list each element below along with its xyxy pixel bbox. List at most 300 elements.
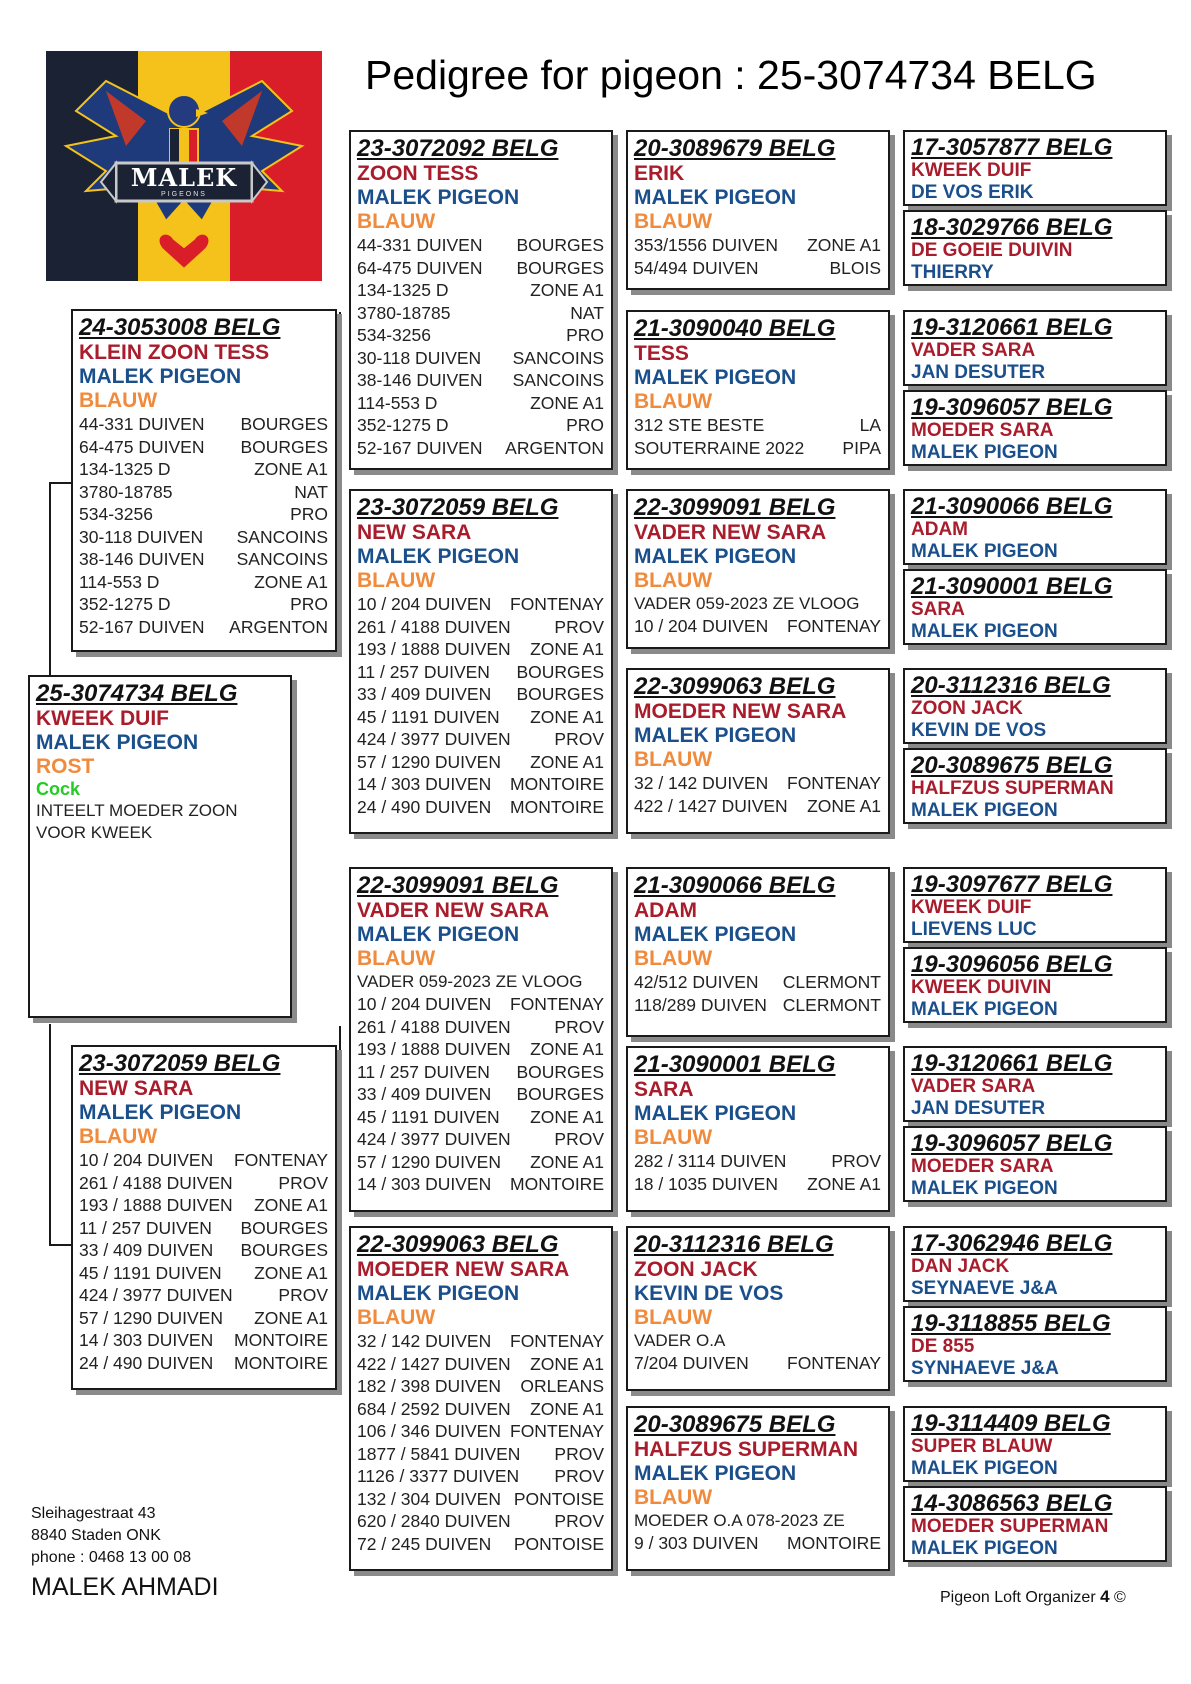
connector-line xyxy=(616,578,618,760)
owner: MALEK PIGEON xyxy=(911,800,1058,821)
result-row xyxy=(357,1510,606,1533)
mother-card xyxy=(71,1045,337,1390)
result-race: ZONE A1 xyxy=(530,1151,604,1172)
result-race: PROV xyxy=(831,1151,881,1171)
note-line: VOOR KWEEK xyxy=(36,823,153,842)
result-placing: 10 / 204 DUIVEN xyxy=(357,994,492,1014)
result-row xyxy=(79,526,330,549)
ancestor-card xyxy=(903,569,1167,645)
result-placing: 132 / 304 DUIVEN xyxy=(357,1488,501,1509)
result-row xyxy=(79,413,330,436)
father-mother-card xyxy=(349,489,613,834)
result-race: ORLEANS xyxy=(520,1376,604,1396)
result-race: MONTOIRE xyxy=(510,774,604,794)
ring-number: 21-3090040 BELG xyxy=(634,315,836,342)
ring-number: 19-3118855 BELG xyxy=(911,1310,1111,1337)
result-placing: 57 / 1290 DUIVEN xyxy=(357,751,501,772)
result-placing: 14 / 303 DUIVEN xyxy=(357,774,492,794)
result-placing: 64-475 DUIVEN xyxy=(79,436,205,457)
result-race: SANCOINS xyxy=(236,549,328,569)
ring-number: 22-3099091 BELG xyxy=(634,494,836,521)
result-placing: 114-553 D xyxy=(79,571,160,592)
owner: MALEK PIGEON xyxy=(634,366,797,389)
result-placing: 534-3256 xyxy=(79,504,153,524)
result-race: BOURGES xyxy=(516,684,604,704)
address-line: 8840 Staden ONK xyxy=(31,1527,161,1544)
result-row xyxy=(357,1465,606,1488)
result-placing: 24 / 490 DUIVEN xyxy=(357,796,492,817)
result-placing: 14 / 303 DUIVEN xyxy=(357,1174,492,1194)
result-placing: 193 / 1888 DUIVEN xyxy=(357,1039,511,1059)
result-race: PROV xyxy=(278,1285,328,1305)
result-row xyxy=(357,1083,606,1106)
result-race: PONTOISE xyxy=(513,1533,604,1554)
results-list xyxy=(634,1352,883,1375)
pigeon-name: SARA xyxy=(911,599,965,620)
result-row xyxy=(79,1194,330,1217)
result-placing: 57 / 1290 DUIVEN xyxy=(79,1307,223,1328)
owner: MALEK PIGEON xyxy=(634,724,797,747)
result-row xyxy=(357,683,606,706)
result-race: CLERMONT xyxy=(782,972,881,992)
note-line: MOEDER O.A 078-2023 ZE xyxy=(634,1511,845,1530)
ring-number: 22-3099091 BELG xyxy=(357,872,559,899)
result-row xyxy=(79,1262,330,1285)
result-placing: 134-1325 D xyxy=(357,280,449,300)
pigeon-color: BLAUW xyxy=(357,947,436,970)
result-race: MONTOIRE xyxy=(234,1352,328,1373)
owner: MALEK PIGEON xyxy=(911,1178,1058,1199)
ring-number: 19-3096056 BELG xyxy=(911,951,1113,978)
result-race: ZONE A1 xyxy=(530,280,604,300)
result-race: SANCOINS xyxy=(512,347,604,368)
pigeon-name: ADAM xyxy=(634,899,697,922)
result-row xyxy=(79,436,330,459)
ring-number: 19-3114409 BELG xyxy=(911,1410,1111,1437)
result-row xyxy=(357,661,606,684)
result-race: BLOIS xyxy=(829,257,881,278)
result-row xyxy=(634,772,883,795)
ring-number: 22-3099063 BELG xyxy=(357,1231,559,1258)
owner: MALEK PIGEON xyxy=(911,442,1058,463)
results-list xyxy=(357,1330,606,1555)
result-row xyxy=(357,773,606,796)
results-list xyxy=(634,234,883,279)
ring-number: 21-3090066 BELG xyxy=(634,872,836,899)
ancestor-card xyxy=(903,130,1167,206)
pigeon-name: HALFZUS SUPERMAN xyxy=(911,778,1114,799)
result-placing: 57 / 1290 DUIVEN xyxy=(357,1151,501,1172)
breeder-name: MALEK AHMADI xyxy=(31,1573,219,1601)
result-placing: 193 / 1888 DUIVEN xyxy=(357,639,511,659)
results-list xyxy=(79,413,330,638)
result-row xyxy=(357,1398,606,1421)
result-race: BOURGES xyxy=(516,661,604,682)
pigeon-color: BLAUW xyxy=(79,389,158,412)
pigeon-name: ZOON TESS xyxy=(357,162,479,185)
ancestor-card xyxy=(903,1406,1167,1482)
page-number: 4 xyxy=(1100,1587,1110,1606)
fff-card xyxy=(626,130,890,290)
results-list xyxy=(634,615,883,638)
pigeon-name: ZOON JACK xyxy=(911,698,1023,719)
pigeon-color: BLAUW xyxy=(634,1306,713,1329)
result-row xyxy=(357,616,606,639)
result-row xyxy=(357,324,606,347)
pigeon-color: BLAUW xyxy=(357,1306,436,1329)
owner: MALEK PIGEON xyxy=(911,1538,1058,1559)
ffm-card xyxy=(626,310,890,470)
pigeon-name: TESS xyxy=(634,342,689,365)
result-race: FONTENAY xyxy=(787,1353,881,1373)
result-placing: 424 / 3977 DUIVEN xyxy=(79,1285,233,1305)
result-placing: 14 / 303 DUIVEN xyxy=(79,1330,214,1350)
results-list xyxy=(634,772,883,817)
results-list xyxy=(79,1149,330,1374)
results-list xyxy=(634,971,883,1016)
pigeon-name: NEW SARA xyxy=(79,1077,194,1100)
owner: MALEK PIGEON xyxy=(634,186,797,209)
connector-line xyxy=(616,956,618,1133)
ring-number: 19-3096057 BELG xyxy=(911,1130,1113,1157)
owner: MALEK PIGEON xyxy=(36,731,199,754)
father-card xyxy=(71,309,337,652)
result-race: ZONE A1 xyxy=(807,235,881,255)
result-race: PRO xyxy=(566,415,604,435)
result-row xyxy=(79,503,330,526)
owner: KEVIN DE VOS xyxy=(634,1282,784,1305)
ring-number: 17-3062946 BELG xyxy=(911,1230,1113,1257)
result-race: SANCOINS xyxy=(236,526,328,547)
connector-line xyxy=(616,200,618,396)
result-race: PROV xyxy=(554,1511,604,1531)
result-placing: 54/494 DUIVEN xyxy=(634,257,759,278)
owner: SYNHAEVE J&A xyxy=(911,1358,1059,1379)
ring-number: 19-3120661 BELG xyxy=(911,314,1113,341)
result-race: FONTENAY xyxy=(510,1421,604,1441)
owner: MALEK PIGEON xyxy=(634,1462,797,1485)
result-race: ZONE A1 xyxy=(530,392,604,413)
result-race: ZONE A1 xyxy=(530,639,604,659)
ring-number: 20-3112316 BELG xyxy=(911,672,1111,699)
result-race: FONTENAY xyxy=(234,1150,328,1170)
result-placing: 44-331 DUIVEN xyxy=(79,414,205,434)
result-race: BOURGES xyxy=(240,1217,328,1238)
result-row xyxy=(357,1038,606,1061)
result-race: BOURGES xyxy=(240,436,328,457)
pigeon-color: BLAUW xyxy=(357,569,436,592)
result-row xyxy=(357,279,606,302)
fmf-card xyxy=(626,489,890,649)
result-row xyxy=(357,1173,606,1196)
result-race: ZONE A1 xyxy=(254,1307,328,1328)
result-race: MONTOIRE xyxy=(787,1533,881,1553)
ancestor-card xyxy=(903,210,1167,286)
result-row xyxy=(357,751,606,774)
connector-line xyxy=(49,1024,51,1246)
result-race: ZONE A1 xyxy=(530,1398,604,1419)
pigeon-name: NEW SARA xyxy=(357,521,472,544)
pigeon-sex: Cock xyxy=(36,779,81,799)
connector-line xyxy=(49,482,71,484)
pigeon-name: KLEIN ZOON TESS xyxy=(79,341,270,364)
result-race: ZONE A1 xyxy=(530,1039,604,1059)
pigeon-name: ADAM xyxy=(911,519,968,540)
ring-number: 19-3096057 BELG xyxy=(911,394,1113,421)
result-row xyxy=(357,369,606,392)
ancestor-card xyxy=(903,1306,1167,1382)
result-row xyxy=(79,548,330,571)
result-race: ZONE A1 xyxy=(254,571,328,592)
owner: MALEK PIGEON xyxy=(357,1282,520,1305)
ring-number: 19-3120661 BELG xyxy=(911,1050,1113,1077)
result-placing: 352-1275 D xyxy=(357,415,449,435)
pigeon-name: VADER NEW SARA xyxy=(634,521,827,544)
owner: MALEK PIGEON xyxy=(357,545,520,568)
pigeon-name: KWEEK DUIF xyxy=(911,897,1032,918)
ring-number: 20-3089675 BELG xyxy=(634,1411,836,1438)
result-race: PROV xyxy=(554,616,604,637)
fmm-card xyxy=(626,668,890,834)
pigeon-color: BLAUW xyxy=(634,390,713,413)
result-row xyxy=(634,437,883,460)
result-placing: 11 / 257 DUIVEN xyxy=(79,1217,212,1238)
owner: THIERRY xyxy=(911,262,994,283)
result-row xyxy=(357,1128,606,1151)
result-race: PIPA xyxy=(842,437,881,458)
result-race: ZONE A1 xyxy=(254,1262,328,1283)
results-list xyxy=(634,1532,883,1555)
result-row xyxy=(357,1533,606,1556)
result-race: ZONE A1 xyxy=(254,1195,328,1215)
result-placing: 312 STE BESTE xyxy=(634,415,765,435)
result-row xyxy=(634,795,883,818)
subject-pigeon-card xyxy=(28,675,292,1018)
result-row xyxy=(357,1151,606,1174)
pigeon-name: VADER SARA xyxy=(911,1076,1036,1097)
ancestor-card xyxy=(903,947,1167,1023)
ancestor-card xyxy=(903,1046,1167,1122)
ancestor-card xyxy=(903,668,1167,744)
ancestor-card xyxy=(903,1126,1167,1202)
result-race: BOURGES xyxy=(240,1240,328,1260)
result-placing: 118/289 DUIVEN xyxy=(634,994,767,1015)
result-race: SANCOINS xyxy=(512,370,604,390)
result-placing: 534-3256 xyxy=(357,325,431,345)
note-line: VADER O.A xyxy=(634,1331,726,1350)
ancestor-card xyxy=(903,1486,1167,1562)
result-placing: 24 / 490 DUIVEN xyxy=(79,1352,214,1373)
result-row xyxy=(357,593,606,616)
note-line: INTEELT MOEDER ZOON xyxy=(36,801,238,820)
pigeon-name: SARA xyxy=(634,1078,694,1101)
result-row xyxy=(79,481,330,504)
result-row xyxy=(79,1284,330,1307)
result-race: ZONE A1 xyxy=(807,1173,881,1194)
result-placing: 1126 / 3377 DUIVEN xyxy=(357,1466,520,1486)
result-placing: 52-167 DUIVEN xyxy=(357,437,483,458)
results-list xyxy=(357,234,606,459)
result-placing: SOUTERRAINE 2022 xyxy=(634,437,805,458)
pigeon-name: VADER NEW SARA xyxy=(357,899,550,922)
result-placing: 261 / 4188 DUIVEN xyxy=(357,616,511,637)
result-placing: 44-331 DUIVEN xyxy=(357,235,483,255)
breeder-contact xyxy=(31,1503,219,1603)
result-row xyxy=(357,1420,606,1443)
ring-number: 23-3072059 BELG xyxy=(357,494,559,521)
pigeon-name: MOEDER NEW SARA xyxy=(634,700,847,723)
result-placing: 261 / 4188 DUIVEN xyxy=(79,1172,233,1193)
pigeon-name: KWEEK DUIF xyxy=(36,707,169,730)
result-placing: 38-146 DUIVEN xyxy=(357,370,483,390)
mother-father-card xyxy=(349,867,613,1212)
pigeon-color: BLAUW xyxy=(634,1486,713,1509)
ring-number: 20-3089675 BELG xyxy=(911,752,1113,779)
result-row xyxy=(357,706,606,729)
result-race: PROV xyxy=(554,1016,604,1037)
result-race: PROV xyxy=(554,1443,604,1464)
result-row xyxy=(634,257,883,280)
result-race: ZONE A1 xyxy=(530,751,604,772)
result-row xyxy=(79,1239,330,1262)
result-race: MONTOIRE xyxy=(510,1174,604,1194)
ring-number: 24-3053008 BELG xyxy=(79,314,281,341)
result-row xyxy=(79,1217,330,1240)
result-placing: 422 / 1427 DUIVEN xyxy=(357,1353,511,1374)
result-placing: 422 / 1427 DUIVEN xyxy=(634,795,788,816)
result-placing: 1877 / 5841 DUIVEN xyxy=(357,1443,521,1464)
pigeon-name: SUPER BLAUW xyxy=(911,1436,1053,1457)
result-placing: 7/204 DUIVEN xyxy=(634,1353,749,1373)
result-placing: 114-553 D xyxy=(357,392,438,413)
result-row xyxy=(357,1353,606,1376)
mff-card xyxy=(626,867,890,1037)
owner: DE VOS ERIK xyxy=(911,182,1034,203)
result-placing: 620 / 2840 DUIVEN xyxy=(357,1511,511,1531)
result-race: LA xyxy=(859,415,881,435)
result-race: FONTENAY xyxy=(510,994,604,1014)
ring-number: 21-3090066 BELG xyxy=(911,493,1113,520)
result-row xyxy=(357,392,606,415)
result-placing: 11 / 257 DUIVEN xyxy=(357,1061,490,1082)
result-race: ZONE A1 xyxy=(807,795,881,816)
result-row xyxy=(357,1016,606,1039)
ancestor-card xyxy=(903,1226,1167,1302)
pigeon-name: MOEDER NEW SARA xyxy=(357,1258,570,1281)
mfm-card xyxy=(626,1046,890,1212)
result-race: PROV xyxy=(554,729,604,749)
owner: JAN DESUTER xyxy=(911,1098,1046,1119)
owner: MALEK PIGEON xyxy=(634,545,797,568)
pigeon-name: MOEDER SARA xyxy=(911,1156,1054,1177)
ring-number: 20-3112316 BELG xyxy=(634,1231,834,1258)
pigeon-name: KWEEK DUIVIN xyxy=(911,977,1052,998)
pigeon-name: MOEDER SUPERMAN xyxy=(911,1516,1109,1537)
result-row xyxy=(357,257,606,280)
connector-line xyxy=(49,1244,71,1246)
owner: MALEK PIGEON xyxy=(634,923,797,946)
results-list xyxy=(634,1150,883,1195)
result-placing: 45 / 1191 DUIVEN xyxy=(357,706,500,727)
result-placing: 30-118 DUIVEN xyxy=(357,347,482,368)
note-line: VADER 059-2023 ZE VLOOG xyxy=(357,972,583,991)
ancestor-card xyxy=(903,310,1167,386)
result-race: FONTENAY xyxy=(510,594,604,614)
address-line: Sleihagestraat 43 xyxy=(31,1505,156,1522)
result-row xyxy=(79,593,330,616)
owner: KEVIN DE VOS xyxy=(911,720,1047,741)
result-row xyxy=(79,1172,330,1195)
result-row xyxy=(634,1532,883,1555)
result-race: ARGENTON xyxy=(229,616,328,637)
result-placing: 3780-18785 xyxy=(79,481,173,502)
mmf-card xyxy=(626,1226,890,1391)
result-placing: 424 / 3977 DUIVEN xyxy=(357,1129,511,1149)
result-row xyxy=(357,1488,606,1511)
result-race: FONTENAY xyxy=(787,773,881,793)
result-placing: 9 / 303 DUIVEN xyxy=(634,1533,759,1553)
owner: MALEK PIGEON xyxy=(357,186,520,209)
ring-number: 17-3057877 BELG xyxy=(911,134,1113,161)
result-placing: 182 / 398 DUIVEN xyxy=(357,1376,501,1396)
result-row xyxy=(634,971,883,994)
owner: MALEK PIGEON xyxy=(911,541,1058,562)
owner: SEYNAEVE J&A xyxy=(911,1278,1058,1299)
result-race: PRO xyxy=(290,504,328,524)
result-placing: 10 / 204 DUIVEN xyxy=(357,594,492,614)
result-race: ZONE A1 xyxy=(530,706,604,727)
results-list xyxy=(357,993,606,1196)
owner: MALEK PIGEON xyxy=(911,999,1058,1020)
result-race: ZONE A1 xyxy=(530,1106,604,1127)
result-placing: 353/1556 DUIVEN xyxy=(634,235,778,255)
owner: MALEK PIGEON xyxy=(911,621,1058,642)
result-race: BOURGES xyxy=(516,1084,604,1104)
result-row xyxy=(357,1106,606,1129)
pigeon-name: MOEDER SARA xyxy=(911,420,1054,441)
pigeon-name: HALFZUS SUPERMAN xyxy=(634,1438,858,1461)
result-placing: 38-146 DUIVEN xyxy=(79,549,205,569)
ring-number: 20-3089679 BELG xyxy=(634,135,836,162)
result-placing: 282 / 3114 DUIVEN xyxy=(634,1151,787,1171)
result-placing: 33 / 409 DUIVEN xyxy=(357,684,492,704)
result-placing: 30-118 DUIVEN xyxy=(79,526,204,547)
result-race: PROV xyxy=(554,1129,604,1149)
page-title: Pedigree for pigeon : 25-3074734 BELG xyxy=(365,52,1097,98)
owner: MALEK PIGEON xyxy=(79,1101,242,1124)
result-race: NAT xyxy=(294,481,328,502)
result-placing: 10 / 204 DUIVEN xyxy=(79,1150,214,1170)
result-race: BOURGES xyxy=(516,235,604,255)
ring-number: 21-3090001 BELG xyxy=(634,1051,836,1078)
ancestor-card xyxy=(903,489,1167,565)
result-placing: 106 / 346 DUIVEN xyxy=(357,1421,501,1441)
copyright-icon: © xyxy=(1114,1589,1126,1606)
connector-line xyxy=(49,482,51,682)
ring-number: 21-3090001 BELG xyxy=(911,573,1113,600)
result-race: CLERMONT xyxy=(782,994,881,1015)
result-race: BOURGES xyxy=(516,1061,604,1082)
pigeon-color: BLAUW xyxy=(634,748,713,771)
ancestor-card xyxy=(903,748,1167,824)
result-row xyxy=(79,1307,330,1330)
result-row xyxy=(357,728,606,751)
result-placing: 10 / 204 DUIVEN xyxy=(634,616,769,636)
results-list xyxy=(634,414,883,459)
owner: MALEK PIGEON xyxy=(634,1102,797,1125)
mother-mother-card xyxy=(349,1226,613,1571)
owner: MALEK PIGEON xyxy=(357,923,520,946)
